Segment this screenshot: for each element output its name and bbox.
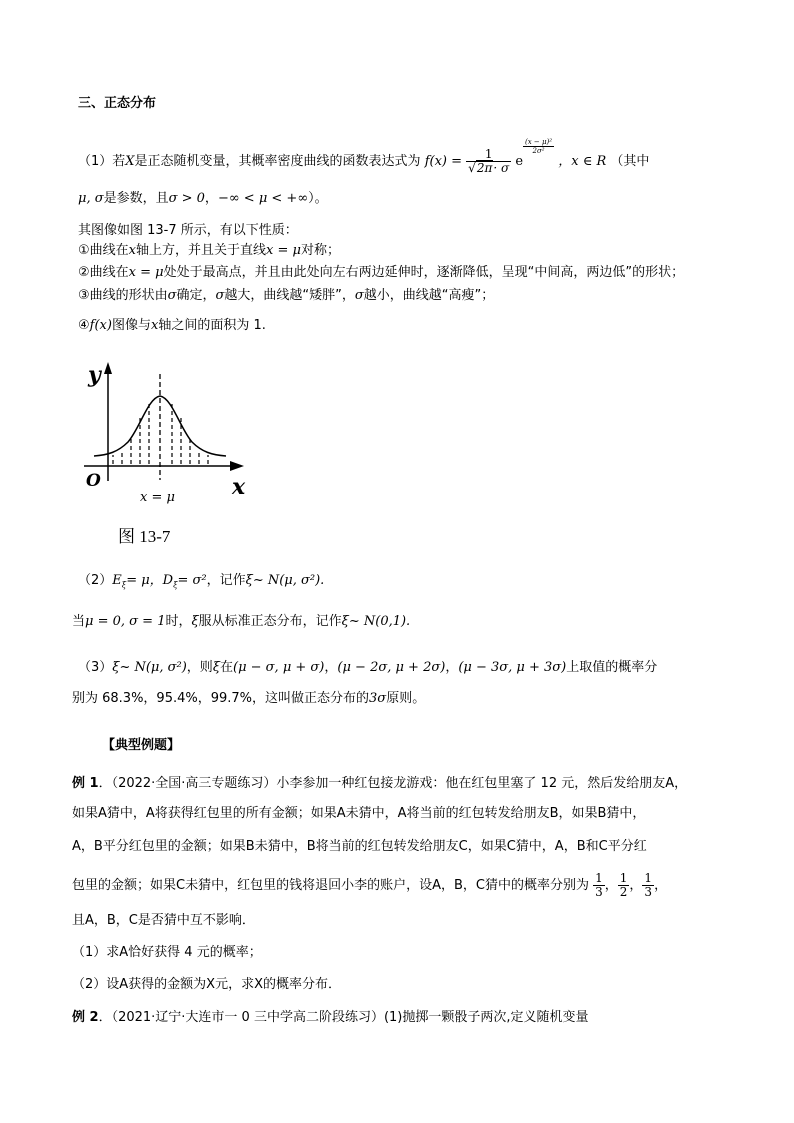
pdf-fraction — [466, 148, 511, 175]
p2b-e: 服从标准正态分布，记作 — [198, 614, 342, 629]
example-1-line-3: A，B平分红包里的金额；如果B未猜中，B将当前的红包转发给朋友C，如果C猜中，A，B和C平分红 — [72, 839, 647, 854]
prop3-g: 越小，曲线越“高瘦”； — [363, 288, 495, 303]
p3b-c: 原则。 — [386, 691, 426, 706]
p3-dist: ~ N(μ, σ²) — [119, 660, 187, 675]
p2-dist: ~ N(μ, σ²). — [252, 573, 325, 588]
three-sigma: 3σ — [369, 691, 387, 706]
params: μ, σ — [78, 191, 104, 206]
prop3-c: 确定， — [176, 288, 216, 303]
examples-title: 【典型例题】 — [102, 738, 181, 753]
p2-lead: （2） — [78, 573, 113, 588]
p3b-a: 别为 68.3%，95.4%，99.7%，这叫做正态分布的 — [72, 691, 370, 706]
prop4-e: 轴之间的面积为 1. — [158, 318, 266, 333]
p2-xi: ξ — [245, 573, 253, 588]
p2b-a: 当 — [72, 614, 86, 629]
prop3-b: σ — [167, 288, 177, 303]
pdf-fx: f(x) = — [424, 154, 463, 169]
paragraph-2 — [78, 572, 324, 595]
prop-3 — [78, 287, 494, 305]
pdf-den: √2π· σ — [468, 161, 510, 175]
prop1-e: 对称； — [300, 243, 340, 258]
p3-f: ， — [324, 660, 338, 675]
p2-eq1: = μ — [126, 573, 150, 588]
p2-note: ，记作 — [206, 573, 246, 588]
prop1-c: 轴上方，并且关于直线 — [136, 243, 267, 258]
prop2-a: ②曲线在 — [78, 265, 129, 280]
cond-sigma: σ > 0 — [168, 191, 205, 206]
origin-label: O — [86, 471, 101, 491]
prob-c — [642, 872, 654, 899]
p3-h: 上取值的概率分 — [566, 660, 658, 675]
x-axis-arrow — [230, 461, 244, 471]
figure-caption: 图 13-7 — [118, 527, 171, 546]
paragraph-3 — [78, 659, 657, 677]
example-1-line-5: 且A，B，C是否猜中互不影响． — [72, 913, 255, 928]
prop1-d: x = μ — [266, 243, 301, 258]
pdf-sigma: · σ — [493, 161, 510, 175]
p3-c: ，则 — [186, 660, 213, 675]
prop3-a: ③曲线的形状由 — [78, 288, 168, 303]
example-1-line-4 — [72, 870, 667, 902]
normal-curve-figure — [78, 356, 268, 546]
prob-a-num: 1 — [595, 871, 603, 885]
ex1-sep-1: ， — [604, 878, 618, 893]
p2b-d: ξ — [191, 614, 199, 629]
p2b-c: 时， — [165, 614, 192, 629]
pdf-exponent — [523, 138, 554, 155]
prop4-d: x — [150, 318, 159, 333]
x-label: x — [232, 474, 246, 500]
pdf-domain: ，x ∈ R — [558, 154, 607, 169]
ex1-l1: ．（2022·全国·高三专题练习）小李参加一种红包接龙游戏：他在红包里塞了 12 元，然后发给朋友A， — [98, 776, 688, 791]
interval-1sigma: (μ − σ, μ + σ) — [233, 660, 325, 675]
example-2-label: 例 2 — [72, 1010, 99, 1025]
p2-sub-xi: ξ — [121, 580, 127, 590]
p2b-g: ~ N(0,1). — [348, 614, 411, 629]
prop4-c: 图像与 — [111, 318, 151, 333]
paragraph-2b — [72, 613, 410, 631]
pdf-exp-den: 2σ² — [532, 147, 545, 155]
p3-e: 在 — [219, 660, 233, 675]
prop3-d: σ — [215, 288, 225, 303]
p1-x: X — [125, 154, 135, 169]
p3-xi: ξ — [112, 660, 120, 675]
p2b-f: ξ — [341, 614, 349, 629]
p2-eq2: = σ² — [177, 573, 207, 588]
pdf-num: 1 — [466, 148, 511, 162]
prop3-f: σ — [354, 288, 364, 303]
prob-b-den: 2 — [619, 885, 628, 899]
p2-d: ，D — [149, 573, 174, 588]
example-1-line-2: 如果A猜中，A将获得红包里的所有金额；如果A未猜中，A将当前的红包转发给朋友B，如果B猜中， — [72, 806, 646, 821]
p3-g: ， — [445, 660, 459, 675]
example-1-label: 例 1 — [72, 776, 99, 791]
ex1-l4: 包里的金额；如果C未猜中，红包里的钱将退回小李的账户，设A，B，C猜中的概率分别为 — [72, 878, 589, 893]
pdf-exp-num: (x − μ)² — [525, 138, 553, 146]
ex1-sep-2: ， — [629, 878, 643, 893]
ex1-l4-end: ， — [654, 878, 668, 893]
interval-3sigma: (μ − 3σ, μ + 3σ) — [458, 660, 567, 675]
prob-b-num: 1 — [619, 871, 628, 885]
p1b-end: ）。 — [308, 191, 328, 206]
prob-c-num: 1 — [644, 871, 653, 885]
pdf-sqrt-arg: 2π — [476, 161, 493, 175]
prop4-a: ④ — [78, 318, 90, 333]
y-axis-arrow — [104, 362, 112, 374]
example-2-line-1 — [72, 1009, 589, 1027]
prop4-b: f(x) — [89, 318, 112, 333]
interval-2sigma: (μ − 2σ, μ + 2σ) — [337, 660, 446, 675]
normal-curve-svg — [78, 356, 268, 516]
prob-b — [618, 872, 630, 899]
ex2-l1: ．（2021·辽宁·大连市一 0 三中学高二阶段练习）(1)抛掷一颗骰子两次,定义随机变量 — [98, 1010, 589, 1025]
example-1-line-1 — [72, 775, 687, 793]
prob-a-den: 3 — [595, 885, 603, 899]
p3-d: ξ — [212, 660, 220, 675]
prop-4 — [78, 317, 266, 335]
prob-c-den: 3 — [644, 885, 653, 899]
prop-2 — [78, 264, 684, 282]
y-label: y — [88, 362, 101, 388]
paragraph-1 — [78, 138, 649, 175]
p2-sub-xi-2: ξ — [173, 580, 178, 590]
props-intro: 其图像如图 13-7 所示，有以下性质： — [78, 223, 298, 238]
paragraph-1b — [78, 190, 328, 208]
p1-lead: （1）若 — [78, 154, 126, 169]
cond-mu: −∞ < μ < +∞ — [217, 191, 309, 206]
pdf-e: e — [515, 154, 524, 169]
example-1-question-1: （1）求A恰好获得 4 元的概率； — [72, 945, 262, 960]
p1b-sep: ， — [204, 191, 218, 206]
prop2-c: 处处于最高点，并且由此处向左右两边延伸时，逐渐降低，呈现“中间高，两边低”的形状； — [163, 265, 685, 280]
mu-label: x = μ — [140, 490, 175, 505]
section-title: 三、正态分布 — [78, 96, 157, 111]
prop-1 — [78, 242, 340, 260]
p1-mid: 是正态随机变量，其概率密度曲线的函数表达式为 — [134, 154, 421, 169]
p3-lead: （3） — [78, 660, 113, 675]
prop2-b: x = μ — [128, 265, 164, 280]
p2b-b: μ = 0, σ = 1 — [85, 614, 166, 629]
prop1-b: x — [128, 243, 136, 258]
prob-a — [593, 872, 605, 899]
p1b-text: 是参数，且 — [103, 191, 169, 206]
paragraph-3b — [72, 690, 425, 708]
p2-e: E — [112, 573, 122, 588]
example-1-question-2: （2）设A获得的金额为X元，求X的概率分布． — [72, 977, 341, 992]
prop1-a: ①曲线在 — [78, 243, 129, 258]
p1-tail: （其中 — [610, 154, 650, 169]
prop3-e: 越大，曲线越“矮胖”， — [224, 288, 355, 303]
